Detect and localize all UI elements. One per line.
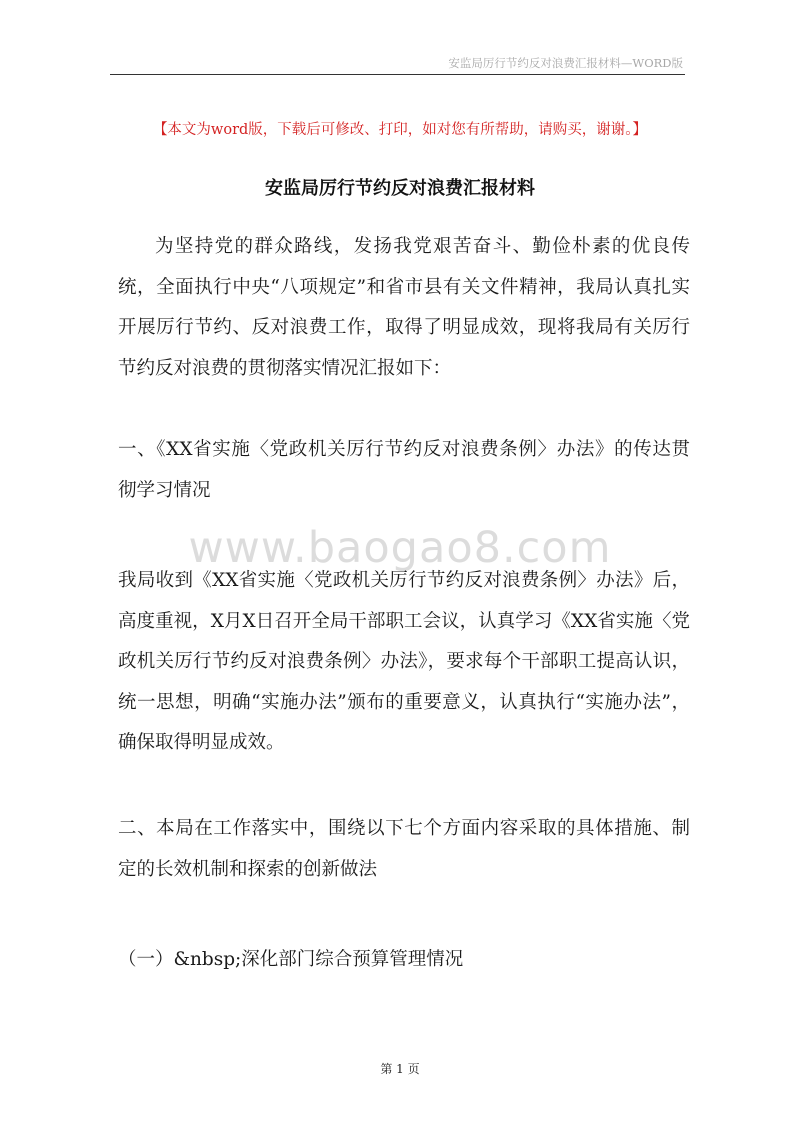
section-1-body: 我局收到《XX省实施〈党政机关厉行节约反对浪费条例〉办法》后，高度重视，X月X日召开全局干部职工会议，认真学习《XX省实施〈党政机关厉行节约反对浪费条例〉办法》，要求每个干部职工提高认识，统一思想，明确“实施办法”颁布的重要意义，认真执行“实施办法”，确保取得明显成效。 <box>118 570 690 753</box>
subsection-1-heading: （一）&nbsp;深化部门综合预算管理情况 <box>118 949 464 970</box>
site-watermark: www.baogao8.com <box>188 523 612 573</box>
page-number: 第 1 页 <box>380 1062 420 1076</box>
intro-paragraph: 为坚持党的群众路线，发扬我党艰苦奋斗、勤俭朴素的优良传统，全面执行中央“八项规定”和省市县有关文件精神，我局认真扎实开展厉行节约、反对浪费工作，取得了明显成效，现将我局有关厉行节约反对浪费的贯彻落实情况汇报如下： <box>118 236 690 379</box>
section-2-heading: 二、本局在工作落实中，围绕以下七个方面内容采取的具体措施、制定的长效机制和探索的创新做法 <box>118 818 690 880</box>
document-title: 安监局厉行节约反对浪费汇报材料 <box>265 178 535 199</box>
running-header-title: 安监局厉行节约反对浪费汇报材料—WORD版 <box>448 56 683 70</box>
purchase-notice: 【本文为word版，下载后可修改、打印，如对您有所帮助，请购买，谢谢。】 <box>152 122 648 138</box>
section-1-heading: 一、《XX省实施〈党政机关厉行节约反对浪费条例〉办法》的传达贯彻学习情况 <box>118 439 690 501</box>
page-header <box>110 52 685 75</box>
